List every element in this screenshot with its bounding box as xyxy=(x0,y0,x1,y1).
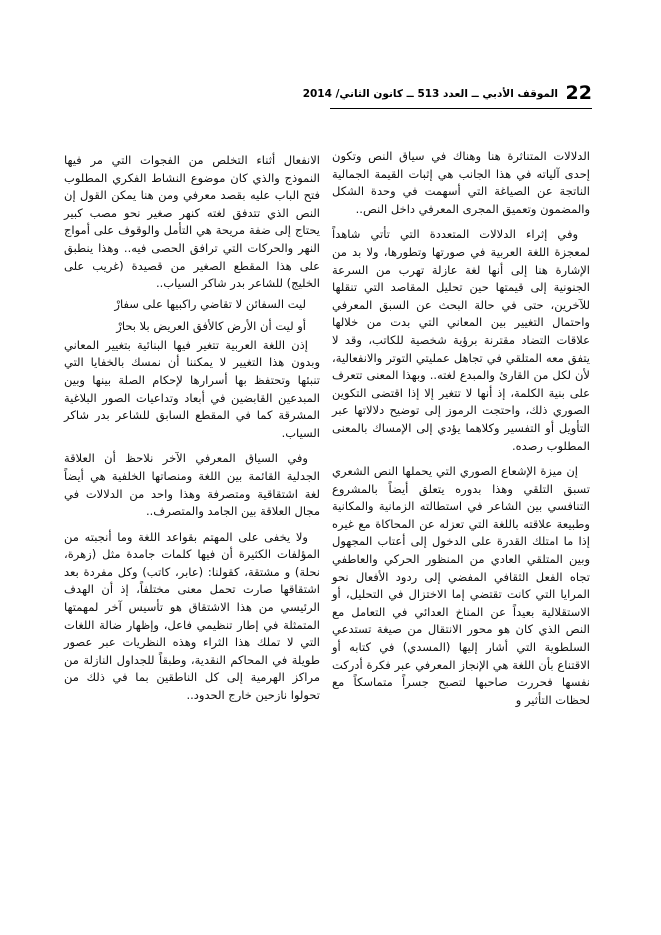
poem-verse: أو ليت أن الأرض كالأفق العريض بلا بحارْ xyxy=(116,318,306,333)
running-title: الموقف الأدبي ــ العدد 513 ــ كانون الثاني/ 2014 xyxy=(302,88,558,100)
paragraph: الانفعال أثناء التخلص من الفجوات التي مر فيها النموذج والذي كان موضوع النشاط الفكري المطلوب فتح الباب عليه بقصد معرفي ومن هنا يمكن القول إن النص الذي تتدفق لغته كنهر صغير نحو مصب كبير يحتاج إلى ضفة مريحة هي التأمل والوقوف على أمواج النهر والحركات التي ترافق الحصى فيه.. وهذا ينطبق على هذا المقطع الصغير من قصيدة (غريب على الخليج) للشاعر بدر شاكر السياب.. xyxy=(64,153,320,291)
paragraph: الدلالات المتناثرة هنا وهناك في سياق النص وتكون إحدى آلياته في هذا الجانب هي إثبات القيمة الجمالية الناتجة عن الصياغة التي أسهمت في وحدة الشكل والمضمون وتعميق المجرى المعرفي داخل النص.. xyxy=(332,149,590,216)
right-column xyxy=(332,148,590,709)
page-number: 22 xyxy=(565,82,592,104)
header-rule xyxy=(330,108,592,109)
paragraph: ولا يخفى على المهتم بقواعد اللغة وما أنجبته من المؤلفات الكثيرة أن فيها كلمات جامدة مثل (زهرة، نحلة) و مشتقة، كقولنا: (عابر، كاتب) وكل مفردة بعد اشتقاقها صارت تحمل معنى مختلفاً، إذ أن الهدف الرئيسي من هذا الاشتقاق هو تأسيس آخر لمهمتها المتمثلة في إطار تنظيمي فاعل، وإظهار ضالة اللغات التي لا تملك هذا الثراء وهذه النظريات عبر عصور طويلة في المحاكم النقدية، وطبقاً للجداول النازلة من مراكز الهرمية إلى كل الناطقين بما في ذلك من تحولوا نازحين خارج الحدود.. xyxy=(64,529,320,703)
paragraph: إن ميزة الإشعاع الصوري التي يحملها النص الشعري تسبق التلقي وهذا بدوره يتعلق أيضاً بالمشروع التنافسي بين الشاعر في استطالته الزمانية والمكانية وطبيعة علاقته باللغة التي تعزله عن المحاكاة مع غيره إذا ما امتلك القدرة على الدخول إلى أعتاب المجهول وبين المتلقي العادي من المنظور الحركي والعاطفي تجاه الفعل الثقافي المفضي إلى ردود الأفعال نحو المرايا التي كانت تقتضي إما الاختزال في التحليل، أو الاستقلالية بعيداً عن المناخ العدائي في التعامل مع النص الذي كان هو محور الانتقال من صيغة تستدعي السلطوية التي أشار إليها (المسدي) في كتابه أو الاقتناع بأن اللغة هي الإنجاز المعرفي عبر فكرة أدركت نفسها فحررت صاحبها لتصبح جسراً متماسكاً مع لحظات التأثير و xyxy=(332,464,590,707)
paragraph: وفي إثراء الدلالات المتعددة التي تأتي شاهداً لمعجزة اللغة العربية في صورتها وتطورها، ولا بد من الإشارة هنا إلى أنها لغة عازلة تهرب من السرعة الجنونية إلى قيمتها حين تحليل المقاصد التي تنقلها للآخرين، حتى في حالة البحث عن السبق المعرفي واحتمال التغيير بين المعاني التي بدت من خلالها علاقات التضاد مقترنة برؤية شخصية للكاتب، وقد لا يتفق معه المتلقي في تجاهل عمليتي التوتر والانفعالية، لأن لكل من القارئ والمبدع لغته.. وبهذا المعنى تتعرف على بنية الكلمة، إذ أنها لا تتغير إلا إذا اقتضى التكوين الصوري ذلك، واحتجت الرموز إلى توضيح دلالاتها عبر التأويل أو التفسير وكلاهما يؤدي إلى الإمساك بالمعنى المطلوب رصده. xyxy=(332,227,590,453)
paragraph: إذن اللغة العربية تتغير فيها البنائية بتغيير المعاني وبدون هذا التغيير لا يمكننا أن نمسك بالخفايا التي تنبئها وتحتفظ بها أسرارها لإحكام الصلة بينها وبين المبدعين القابضين في أبعاد وتداعيات الصور البلاغية المشرقة كما في المقطع السابق للشاعر بدر شاكر السياب. xyxy=(64,337,320,440)
left-column xyxy=(64,152,320,705)
page-header xyxy=(302,82,592,106)
poem-verse: ليت السفائن لا تقاضي راكبيها على سفارْ xyxy=(114,296,306,311)
paragraph: وفي السياق المعرفي الآخر نلاحظ أن العلاقة الجدلية القائمة بين اللغة ومنصاتها الخلفية هي أيضاً لغة اشتقاقية ومتصرفة وهذا واحد من الدلالات في مجال العلاقة بين الجامد والمتصرف.. xyxy=(64,451,320,519)
